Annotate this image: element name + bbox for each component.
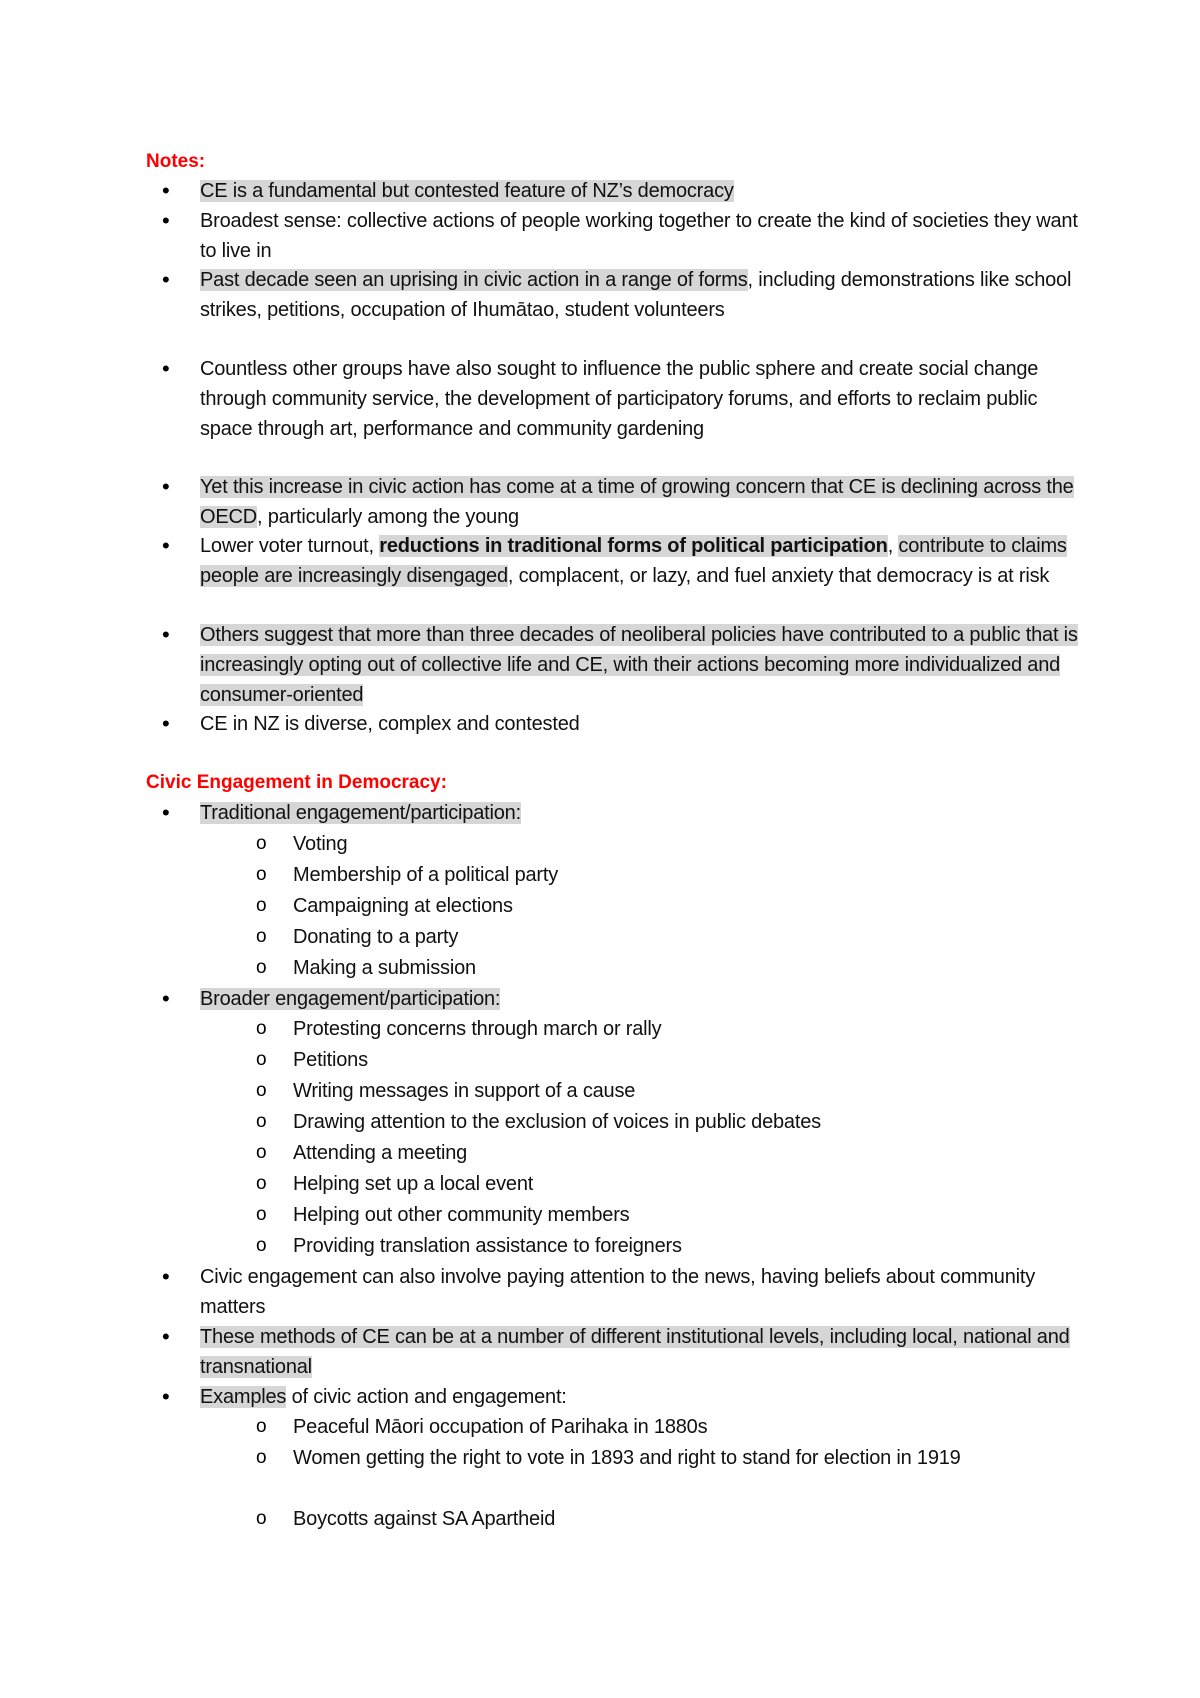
list-item [200, 984, 1080, 1014]
highlighted-text: CE is a fundamental but contested feature of NZ’s democracy [200, 180, 734, 202]
civic-engagement-heading: Civic Engagement in Democracy: [146, 772, 447, 793]
bold-highlighted-text: reductions in traditional forms of political participation [379, 535, 888, 557]
list-item [200, 620, 1080, 710]
sub-list-item: o Providing translation assistance to foreigners [293, 1231, 1083, 1262]
highlighted-text: Yet this increase in civic action has come at a time of growing concern that CE is declining across the OECD [200, 476, 1074, 528]
list-item [200, 354, 1080, 444]
highlighted-text: contribute to claims people are increasingly disengaged [200, 535, 1067, 587]
list-item [200, 1262, 1080, 1322]
sub-list-item: o Donating to a party [293, 922, 1083, 953]
item-text: Broadest sense: collective actions of people working together to create the kind of societies they want to live in [200, 210, 1078, 262]
list-item [200, 206, 1080, 266]
item-text: Civic engagement can also involve paying attention to the news, having beliefs about community matters [200, 1266, 1036, 1318]
item-text: Lower voter turnout, [200, 535, 380, 557]
list-item [200, 709, 1080, 739]
notes-heading: Notes: [146, 151, 206, 172]
highlighted-text: Others suggest that more than three decades of neoliberal policies have contributed to a public that is increasingly opting out of collective life and CE, with their actions becoming more individualized and consumer-oriented [200, 624, 1078, 706]
highlighted-text: Examples [200, 1386, 287, 1408]
sub-list-item: o Petitions [293, 1045, 1083, 1076]
sub-list-item: o Making a submission [293, 953, 1083, 984]
item-text: CE in NZ is diverse, complex and contested [200, 713, 580, 735]
sub-list-item: o Writing messages in support of a cause [293, 1076, 1083, 1107]
item-text: , particularly among the young [256, 506, 519, 528]
highlighted-text: Past decade seen an uprising in civic action in a range of forms [200, 269, 748, 291]
list-item [200, 1322, 1080, 1382]
sub-list-item: o Drawing attention to the exclusion of voices in public debates [293, 1107, 1083, 1138]
list-item [200, 531, 1080, 591]
list-item [200, 265, 1080, 325]
highlighted-text: Broader engagement/participation: [200, 988, 501, 1010]
highlighted-text: These methods of CE can be at a number of different institutional levels, including local, national and transnational [200, 1326, 1070, 1378]
sub-list-item: o Women getting the right to vote in 1893 and right to stand for election in 1919 [293, 1443, 1083, 1474]
list-item [200, 798, 1080, 828]
list-item [200, 1382, 1080, 1412]
item-text: , complacent, or lazy, and fuel anxiety that democracy is at risk [507, 565, 1050, 587]
sub-list-item: o Attending a meeting [293, 1138, 1083, 1169]
highlighted-text: Traditional engagement/participation: [200, 802, 521, 824]
sub-list-item: o Membership of a political party [293, 860, 1083, 891]
sub-list-item: o Protesting concerns through march or rally [293, 1014, 1083, 1045]
sub-list-item: o Helping set up a local event [293, 1169, 1083, 1200]
sub-list-item: o Campaigning at elections [293, 891, 1083, 922]
sub-list-item: o Voting [293, 829, 1083, 860]
item-text: , [887, 535, 899, 557]
item-text: of civic action and engagement: [286, 1386, 567, 1408]
sub-list-item: o Boycotts against SA Apartheid [293, 1504, 1083, 1535]
list-item [200, 176, 1080, 206]
item-text: , including demonstrations like school strikes, petitions, occupation of Ihumātao, student volunteers [200, 269, 1072, 321]
sub-list-item: o Helping out other community members [293, 1200, 1083, 1231]
item-text: Countless other groups have also sought to influence the public sphere and create social change through community service, the development of participatory forums, and efforts to reclaim public space through art, performance and community gardening [200, 358, 1039, 440]
sub-list-item: o Peaceful Māori occupation of Parihaka in 1880s [293, 1412, 1083, 1443]
list-item [200, 472, 1080, 532]
